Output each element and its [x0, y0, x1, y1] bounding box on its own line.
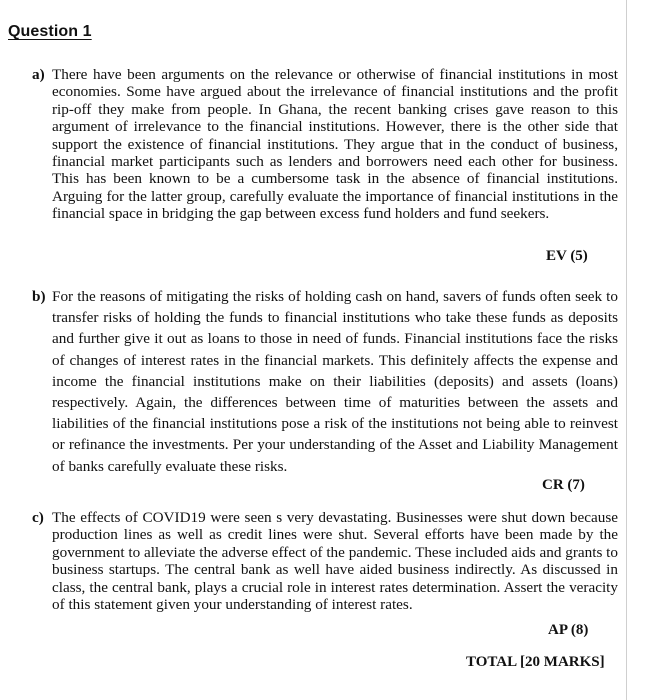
total-marks: TOTAL [20 MARKS] — [466, 654, 605, 670]
part-b-mark: CR (7) — [542, 477, 585, 493]
question-title: Question 1 — [8, 23, 92, 40]
question-part-a — [32, 66, 618, 223]
part-b-text: For the reasons of mitigating the risks of holding cash on hand, savers of funds often seek to transfer risks of holding the funds to financial institutions who take these funds as deposits and further give it out as loans to those in need of funds. Financial institutions face the risks of changes of interest rates in the financial markets. This definitely affects the expense and income the financial institutions make on their liabilities (deposits) and assets (loans) respectively. Again, the differences between time of maturities between the assets and liabilities of the financial institutions pose a risk of the institutions not being able to reinvest or refinance the investments. Per your understanding of the Asset and Liability Management of banks carefully evaluate these risks. — [52, 288, 618, 475]
part-c-mark: AP (8) — [548, 622, 589, 638]
part-a-mark: EV (5) — [546, 248, 588, 264]
question-part-b — [32, 286, 618, 477]
part-a-text: There have been arguments on the relevance or otherwise of financial institutions in most economies. Some have argued about the irrelevance of financial institutions and the profit rip-off they make from people. In Ghana, the recent banking crises gave reason to this argument of irrelevance to the financial institutions. However, there is the other side that support the existence of financial institutions. They argue that in the conduct of business, financial market participants such as lenders and borrowers need each other for business. This has been known to be a cumbersome task in the absence of financial institutions. Arguing for the latter group, carefully evaluate the importance of financial institutions in the financial space in bridging the gap between excess fund holders and fund seekers. — [52, 66, 618, 223]
part-c-text: The effects of COVID19 were seen s very devastating. Businesses were shut down because production lines as well as credit lines were shut. Several efforts have been made by the government to alleviate the adverse effect of the pandemic. These included aids and grants to business startups. The central bank as well have aided business indirectly. As discussed in class, the central bank, plays a crucial role in interest rates determination. Assert the veracity of this statement given your understanding of interest rates. — [52, 509, 618, 614]
question-part-c — [32, 509, 618, 613]
part-c-label: c) — [32, 509, 44, 526]
part-a-label: a) — [32, 66, 45, 83]
part-b-label: b) — [32, 288, 46, 305]
